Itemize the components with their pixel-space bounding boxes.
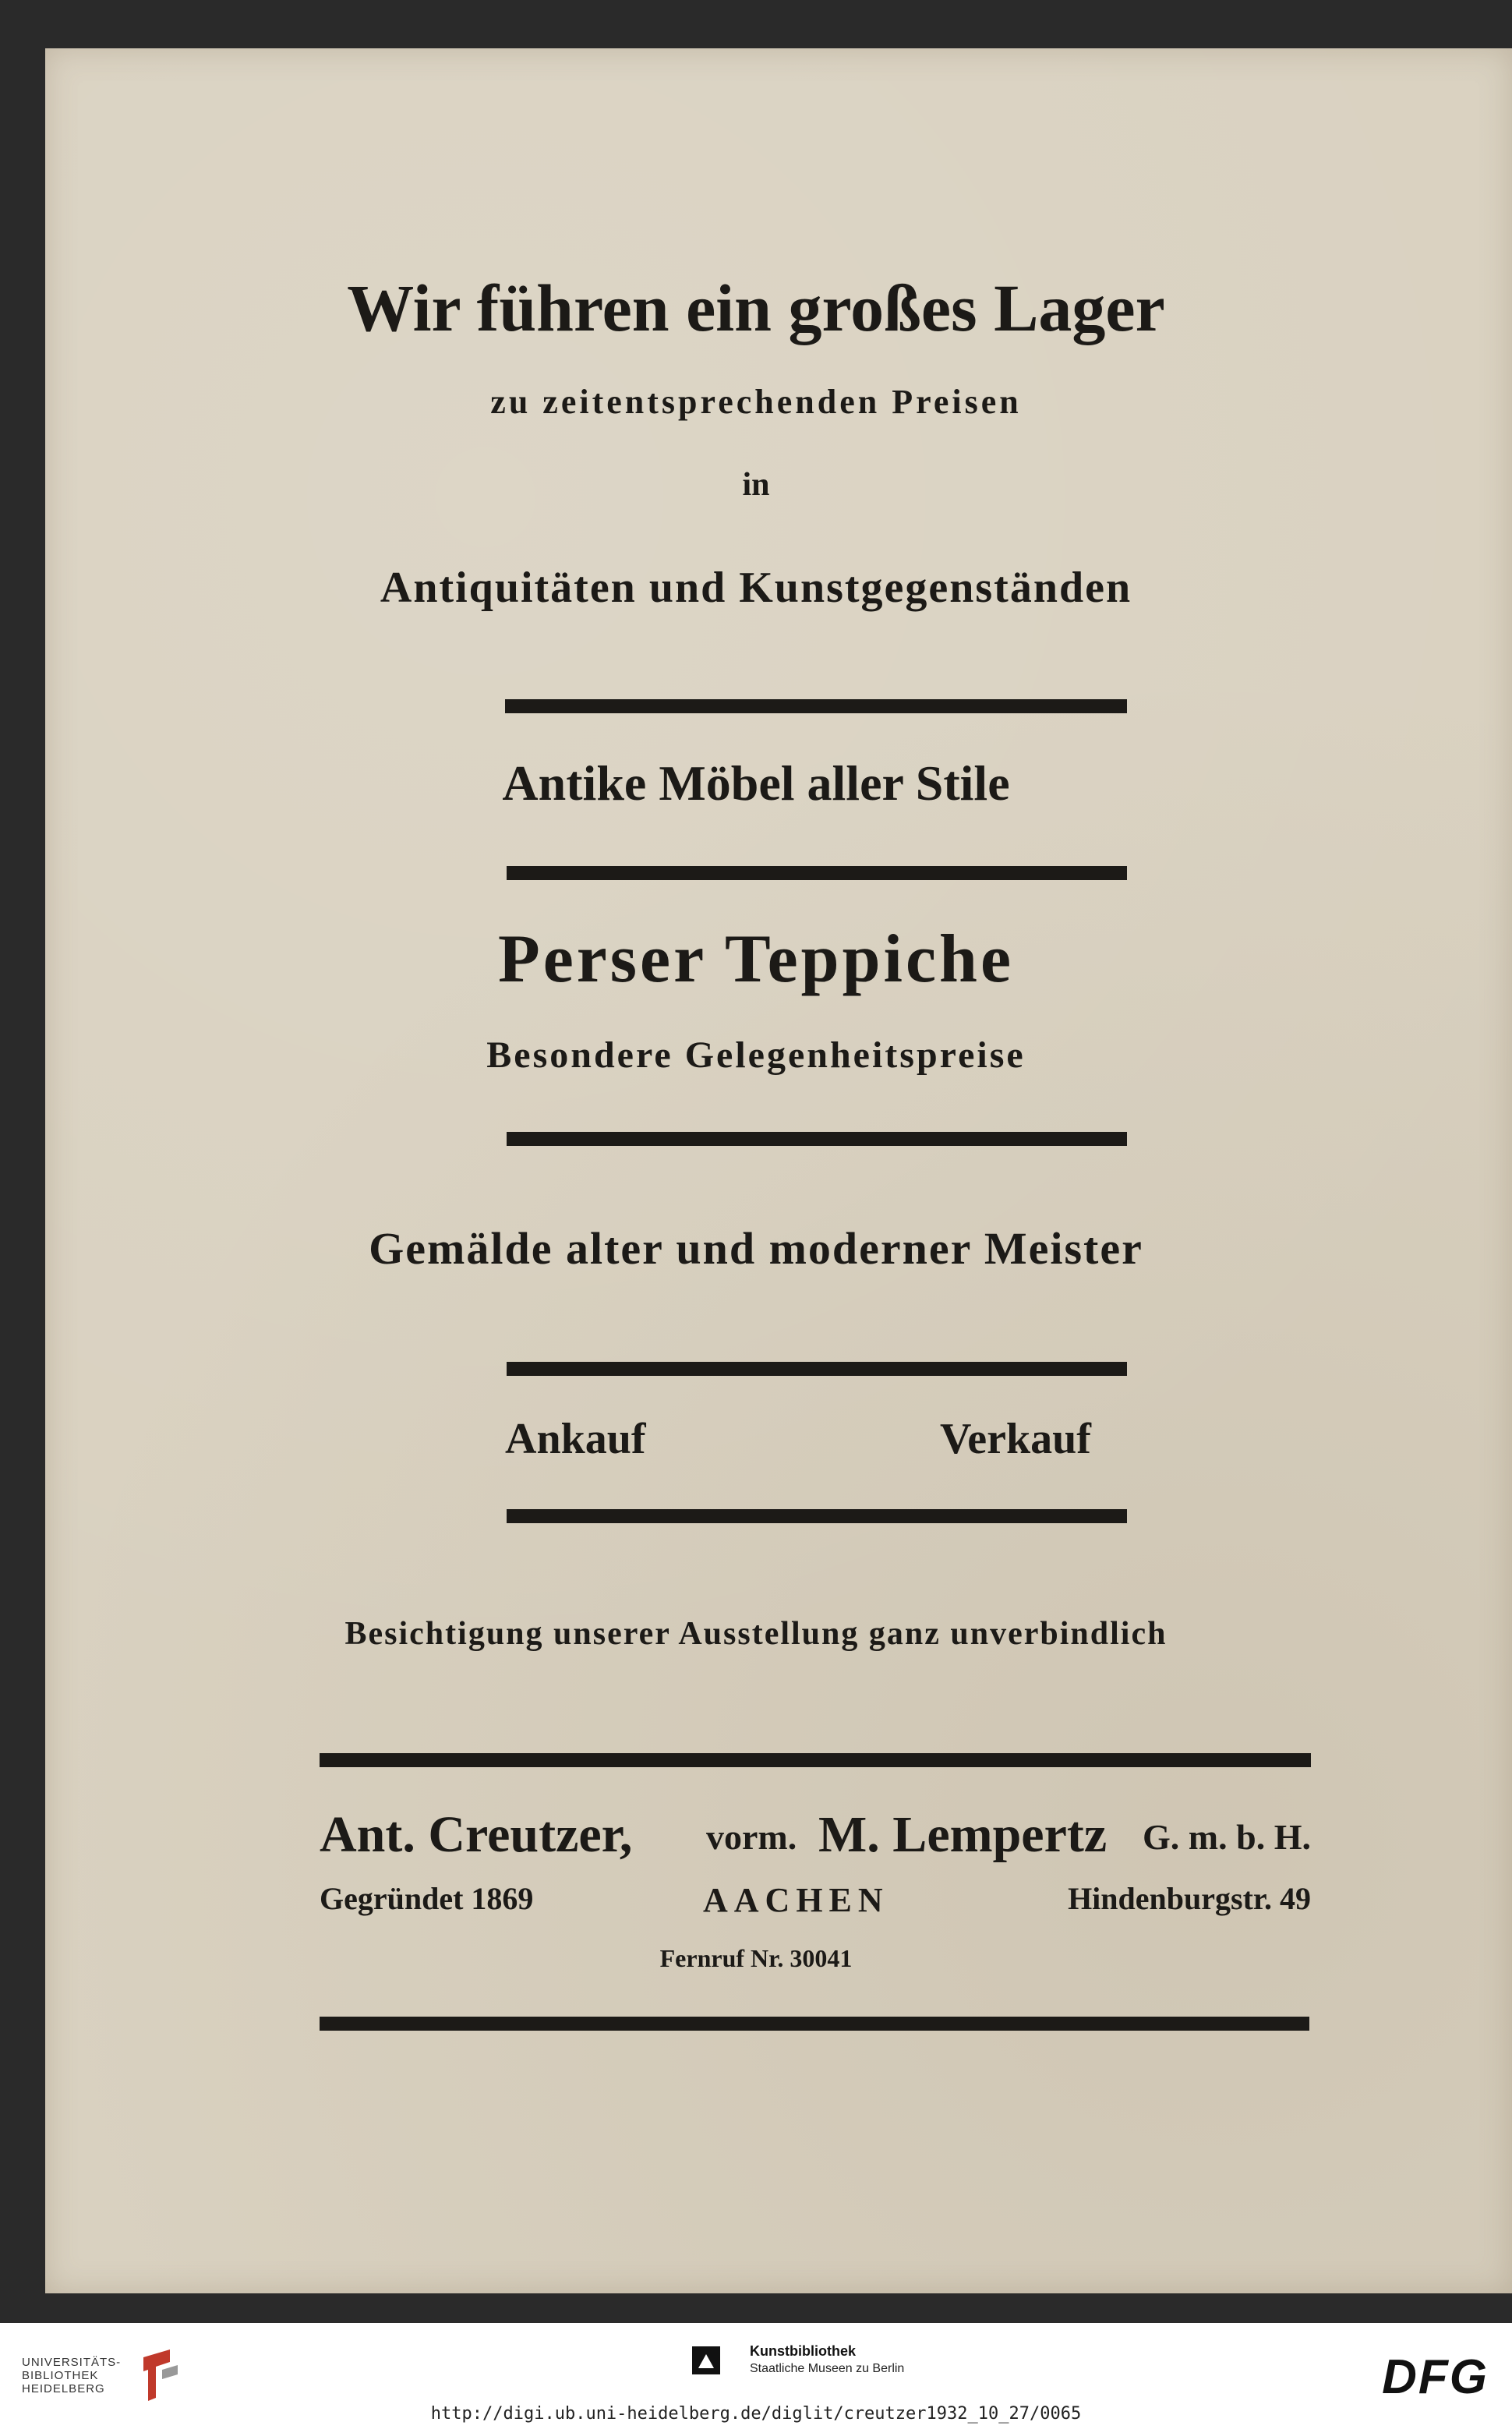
city-name: AACHEN xyxy=(703,1881,889,1919)
firm-legal-form: G. m. b. H. xyxy=(1143,1817,1311,1857)
firm-name-row xyxy=(320,1805,1311,1868)
divider-rule xyxy=(505,699,1127,713)
firm-name: Ant. Creutzer, xyxy=(320,1806,633,1863)
divider-rule xyxy=(320,2017,1309,2031)
firm-formerly: vorm. xyxy=(706,1817,797,1857)
university-library-logo[interactable] xyxy=(22,2356,121,2395)
uni-logo-line: BIBLIOTHEK xyxy=(22,2369,99,2382)
carpets-subheading: Besondere Gelegenheitspreise xyxy=(486,1034,1026,1076)
footer-bar xyxy=(0,2323,1512,2429)
paintings-heading: Gemälde alter und moderner Meister xyxy=(369,1223,1143,1274)
kunstbibliothek-icon xyxy=(692,2346,720,2374)
firm-info-row xyxy=(320,1880,1311,1927)
subline-in: in xyxy=(742,467,770,503)
kunstbibliothek-subtitle: Staatliche Museen zu Berlin xyxy=(750,2362,905,2375)
kunstbibliothek-logo[interactable] xyxy=(692,2342,910,2388)
buy-label: Ankauf xyxy=(505,1415,646,1463)
carpets-heading: Perser Teppiche xyxy=(497,921,1015,997)
uni-logo-line: UNIVERSITÄTS- xyxy=(22,2356,122,2369)
permalink-url[interactable]: http://digi.ub.uni-heidelberg.de/diglit/creutzer1932_10_27/0065 xyxy=(430,2404,1082,2424)
subline-antiques: Antiquitäten und Kunstgegenständen xyxy=(380,564,1132,612)
dfg-logo[interactable]: DFG xyxy=(1382,2350,1489,2404)
visit-note: Besichtigung unserer Ausstellung ganz unverbindlich xyxy=(344,1616,1168,1652)
uni-logo-line: HEIDELBERG xyxy=(22,2382,105,2395)
founded-year: Gegründet 1869 xyxy=(320,1881,534,1916)
kunstbibliothek-title: Kunstbibliothek xyxy=(750,2343,856,2359)
phone-number: Fernruf Nr. 30041 xyxy=(659,1944,853,1972)
divider-rule xyxy=(507,866,1127,880)
divider-rule xyxy=(320,1753,1311,1767)
furniture-heading: Antike Möbel aller Stile xyxy=(502,755,1010,811)
firm-predecessor: M. Lempertz xyxy=(818,1806,1108,1863)
subline-prices: zu zeitentsprechenden Preisen xyxy=(490,383,1022,421)
divider-rule xyxy=(507,1132,1127,1146)
university-mark-icon xyxy=(139,2346,182,2406)
divider-rule xyxy=(507,1509,1127,1523)
headline: Wir führen ein großes Lager xyxy=(347,270,1165,345)
sell-label: Verkauf xyxy=(940,1415,1091,1463)
divider-rule xyxy=(507,1362,1127,1376)
street-address: Hindenburgstr. 49 xyxy=(1068,1881,1311,1916)
